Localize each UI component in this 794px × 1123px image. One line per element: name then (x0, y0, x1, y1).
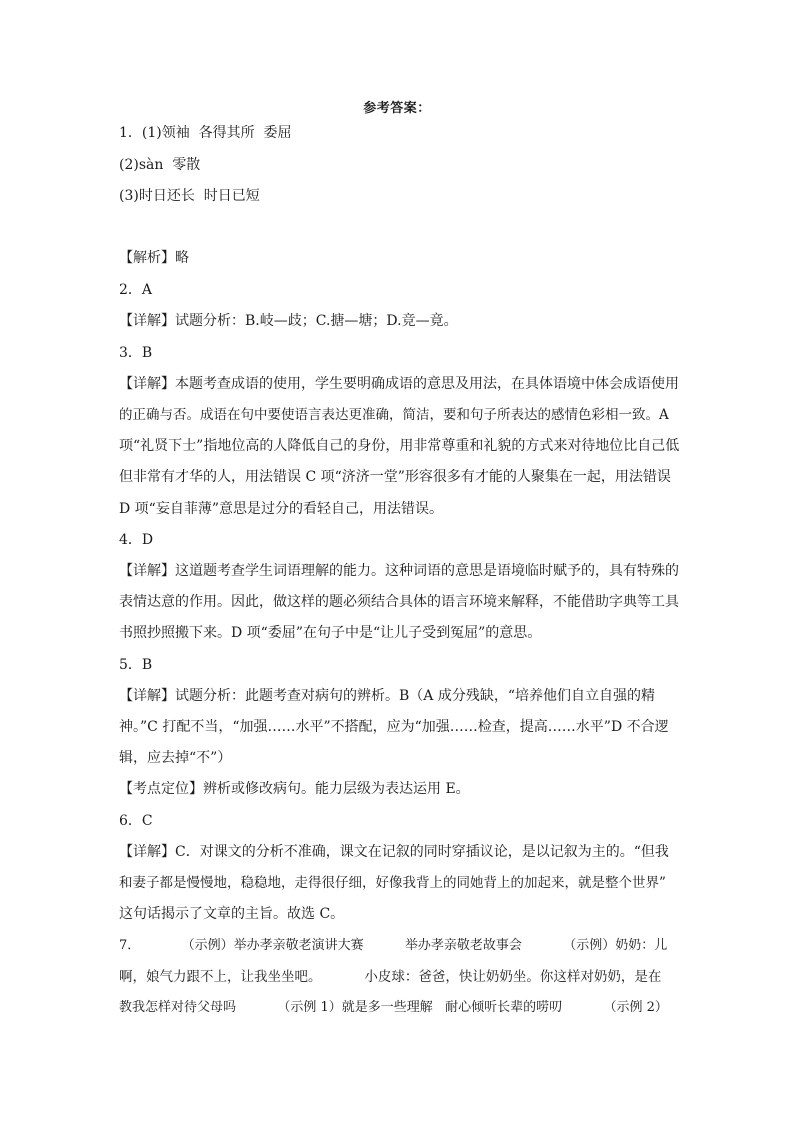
answer-7-line-1: 7． （示例）举办孝亲敬老演讲大赛 举办孝亲敬老故事会 （示例）奶奶：儿 (119, 938, 668, 953)
answer-5-knowledge-point: 【考点定位】辨析或修改病句。能力层级为表达运用 E。 (119, 781, 470, 797)
answer-3-detail-line-4: 但非常有才华的人，用法错误 C 项“济济一堂”形容很多有才能的人聚集在一起，用法错误 (119, 469, 671, 485)
answer-5-detail-line-2: 神。”C 打配不当，“加强……水平”不搭配，应为“加强……检查，提高……水平”D 不合逻 (119, 719, 669, 735)
answer-2-detail: 【详解】试题分析：B.岐—歧；C.搪—塘；D.竞—竟。 (119, 313, 458, 329)
answer-7-line-2: 啊，娘气力跟不上，让我坐坐吧。 小皮球：爸爸，快让奶奶坐。你这样对奶奶，是在 (119, 969, 662, 985)
answer-4-detail-line-2: 表情达意的作用。因此，做这样的题必须结合具体的语言环境来解释，不能借助字典等工具 (119, 594, 679, 610)
answer-1-line-2: (2)sàn 零散 (119, 157, 201, 173)
page-title: 参考答案： (363, 101, 431, 116)
answer-6-detail-line-3: 这句话揭示了文章的主旨。故选 C。 (119, 906, 345, 922)
answer-3-detail-line-3: 项“礼贤下士”指地位高的人降低自己的身份，用非常尊重和礼貌的方式来对待地位比自己低 (119, 438, 680, 454)
answer-2-label: 2．A (119, 282, 153, 298)
answer-4-detail-line-1: 【详解】这道题考查学生词语理解的能力。这种词语的意思是语境临时赋予的，具有特殊的 (119, 563, 679, 579)
answer-3-detail-line-2: 的正确与否。成语在句中要使语言表达更准确，简洁，要和句子所表达的感情色彩相一致。A (119, 407, 669, 423)
answer-4-detail-line-3: 书照抄照搬下来。D 项“委屈”在句子中是“让儿子受到冤屈”的意思。 (119, 625, 542, 641)
answer-6-label: 6．C (119, 813, 153, 829)
answer-6-detail-line-2: 和妻子都是慢慢地，稳稳地，走得很仔细，好像我背上的同她背上的加起来，就是整个世界” (119, 875, 666, 891)
answer-1-line-1: 1．(1)领袖 各得其所 委屈 (119, 125, 292, 141)
answer-3-detail-line-5: D 项“妄自菲薄”意思是过分的看轻自己，用法错误。 (119, 501, 443, 517)
answer-7-line-3: 教我怎样对待父母吗 （示例 1）就是多一些理解 耐心倾听长辈的唠叨 （示例 2） (119, 1000, 668, 1015)
answer-6-detail-line-1: 【详解】C．对课文的分析不准确，课文在记叙的同时穿插议论，是以记叙为主的。“但我 (119, 844, 669, 860)
answer-3-detail-line-1: 【详解】本题考查成语的使用，学生要明确成语的意思及用法，在具体语境中体会成语使用 (119, 376, 679, 392)
answer-4-label: 4．D (119, 532, 154, 548)
answer-5-detail-line-1: 【详解】试题分析：此题考查对病句的辨析。B（A 成分残缺，“培养他们自立自强的精 (119, 688, 656, 704)
answer-1-analysis: 【解析】略 (119, 250, 189, 266)
answer-5-label: 5．B (119, 657, 153, 673)
answer-5-detail-line-3: 辑，应去掉“不”） (119, 750, 232, 766)
answer-1-line-3: (3)时日还长 时日已短 (119, 188, 260, 204)
answer-3-label: 3．B (119, 345, 153, 361)
